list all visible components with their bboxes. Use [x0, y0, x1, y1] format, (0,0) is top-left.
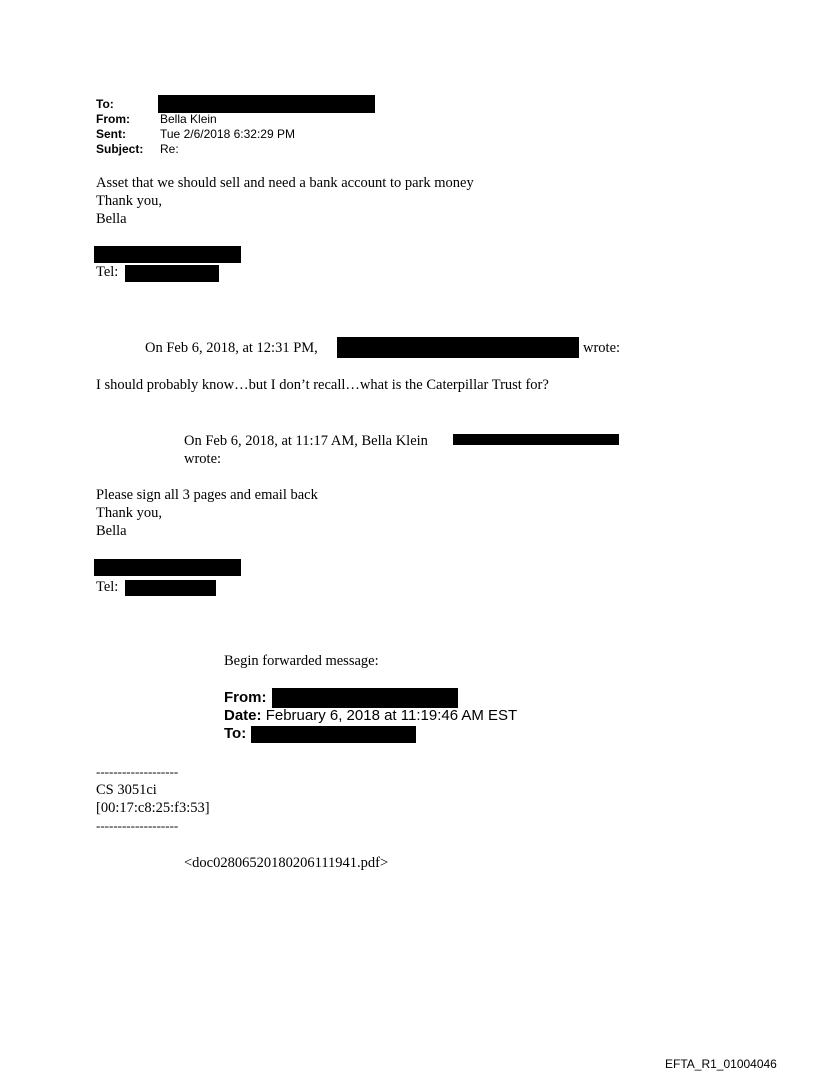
quote1-wrote: wrote: [583, 340, 621, 356]
attachment-filename[interactable]: <doc02806520180206111941.pdf> [184, 855, 389, 871]
from-value: Bella Klein [160, 112, 217, 126]
to-label: To: [96, 97, 114, 111]
quote1-sender-redaction [337, 337, 579, 358]
document-id: EFTA_R1_01004046 [665, 1057, 777, 1071]
tel-label-1: Tel: [96, 264, 119, 280]
quote2-intro-line-1: On Feb 6, 2018, at 11:17 AM, Bella Klein [184, 433, 428, 449]
forward-from-label: From: [224, 689, 267, 706]
quote1-body: I should probably know…but I don’t recall…what is the Caterpillar Trust for? [96, 377, 549, 393]
email-redaction-1 [94, 246, 241, 263]
sent-value: Tue 2/6/2018 6:32:29 PM [160, 127, 295, 141]
tel-redaction-1 [125, 265, 219, 282]
to-redaction [158, 95, 375, 113]
forward-from-redaction [272, 688, 458, 708]
reply-line-2: Thank you, [96, 193, 163, 209]
email-redaction-2 [94, 559, 241, 576]
quote2-line-3: Bella [96, 523, 127, 539]
reply-line-3: Bella [96, 211, 127, 227]
forward-date-label: Date: [224, 707, 262, 724]
quote1-intro: On Feb 6, 2018, at 12:31 PM, [145, 340, 318, 356]
forward-to-label: To: [224, 725, 247, 742]
quote2-line-2: Thank you, [96, 505, 163, 521]
forward-date-row [224, 707, 517, 724]
tel-redaction-2 [125, 580, 216, 596]
quote2-intro-line-2: wrote: [184, 451, 222, 467]
quote2-line-1: Please sign all 3 pages and email back [96, 487, 318, 503]
subject-label: Subject: [96, 142, 144, 156]
forward-to-redaction [251, 726, 416, 743]
separator-top: ------------------- [96, 764, 179, 779]
reply-line-1: Asset that we should sell and need a bank account to park money [96, 175, 474, 191]
forward-date-value: February 6, 2018 at 11:19:46 AM EST [265, 707, 518, 724]
quote2-email-redaction [453, 434, 619, 445]
separator-bottom: ------------------- [96, 818, 179, 833]
from-label: From: [96, 112, 130, 126]
sent-label: Sent: [96, 127, 126, 141]
scanner-device: CS 3051ci [96, 782, 157, 798]
scanner-mac: [00:17:c8:25:f3:53] [96, 800, 210, 816]
forward-begin: Begin forwarded message: [224, 653, 379, 669]
subject-value: Re: [160, 142, 179, 156]
tel-label-2: Tel: [96, 579, 119, 595]
